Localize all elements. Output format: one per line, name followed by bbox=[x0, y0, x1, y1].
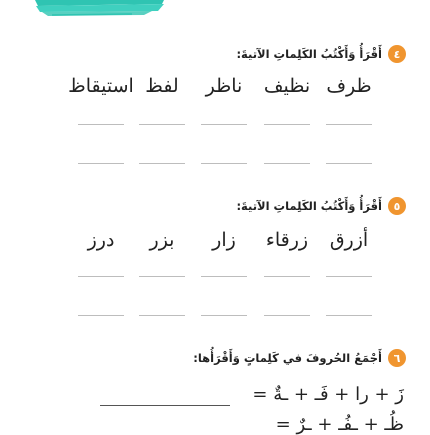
word-card: أزرق bbox=[329, 229, 369, 251]
writing-line[interactable] bbox=[78, 276, 124, 277]
exercise-4-header bbox=[236, 45, 406, 63]
writing-line[interactable] bbox=[139, 124, 185, 125]
writing-line[interactable] bbox=[139, 315, 185, 316]
word-card: درز bbox=[87, 229, 115, 251]
writing-line[interactable] bbox=[264, 124, 310, 125]
exercise-instruction: أَقْرَأُ وَأَكْتُبُ الكَلِماتِ الآتيةَ: bbox=[236, 47, 382, 61]
writing-line[interactable] bbox=[78, 124, 124, 125]
answer-line[interactable] bbox=[100, 405, 230, 406]
writing-line[interactable] bbox=[201, 124, 247, 125]
writing-line[interactable] bbox=[326, 276, 372, 277]
writing-line[interactable] bbox=[326, 163, 372, 164]
word-card: بزر bbox=[149, 229, 175, 251]
word-card: نظيف bbox=[263, 75, 311, 97]
writing-line[interactable] bbox=[326, 124, 372, 125]
writing-line[interactable] bbox=[78, 315, 124, 316]
word-card: ظرف bbox=[326, 75, 372, 97]
exercise-number-badge: ٤ bbox=[388, 45, 406, 63]
equation-letters: ظُـ + ـفُـ + ـرٌ bbox=[296, 414, 404, 435]
word-card: استيقاظ bbox=[68, 75, 134, 97]
writing-line[interactable] bbox=[201, 276, 247, 277]
word-card: زرقاء bbox=[265, 229, 309, 251]
exercise-number-badge: ٥ bbox=[388, 197, 406, 215]
exercise-6-header bbox=[193, 349, 406, 367]
writing-line[interactable] bbox=[264, 276, 310, 277]
word-card: زار bbox=[212, 229, 236, 251]
writing-line[interactable] bbox=[201, 163, 247, 164]
writing-line[interactable] bbox=[78, 163, 124, 164]
equals-sign: = bbox=[252, 384, 268, 405]
exercise-instruction: أَقْرَأُ وَأَكْتُبُ الكَلِماتِ الآتيةَ: bbox=[236, 199, 382, 213]
writing-line[interactable] bbox=[139, 163, 185, 164]
writing-line[interactable] bbox=[139, 276, 185, 277]
word-card: لفظ bbox=[145, 75, 179, 97]
equals-sign: = bbox=[275, 414, 291, 435]
writing-line[interactable] bbox=[326, 315, 372, 316]
exercise-instruction: أَجْمَعُ الحُروفَ في كَلِماتٍ وَأَقْرَأُها: bbox=[193, 351, 382, 365]
exercise-number-badge: ٦ bbox=[388, 349, 406, 367]
writing-line[interactable] bbox=[264, 315, 310, 316]
word-card: ناظر bbox=[205, 75, 243, 97]
equation-letters: زَ + را + فَـ + ـةٌ bbox=[273, 384, 404, 405]
exercise-5-header bbox=[236, 197, 406, 215]
letters-equation bbox=[276, 414, 404, 435]
writing-line[interactable] bbox=[201, 315, 247, 316]
chapter-banner bbox=[32, 0, 168, 18]
writing-line[interactable] bbox=[264, 163, 310, 164]
letters-equation bbox=[252, 384, 404, 405]
